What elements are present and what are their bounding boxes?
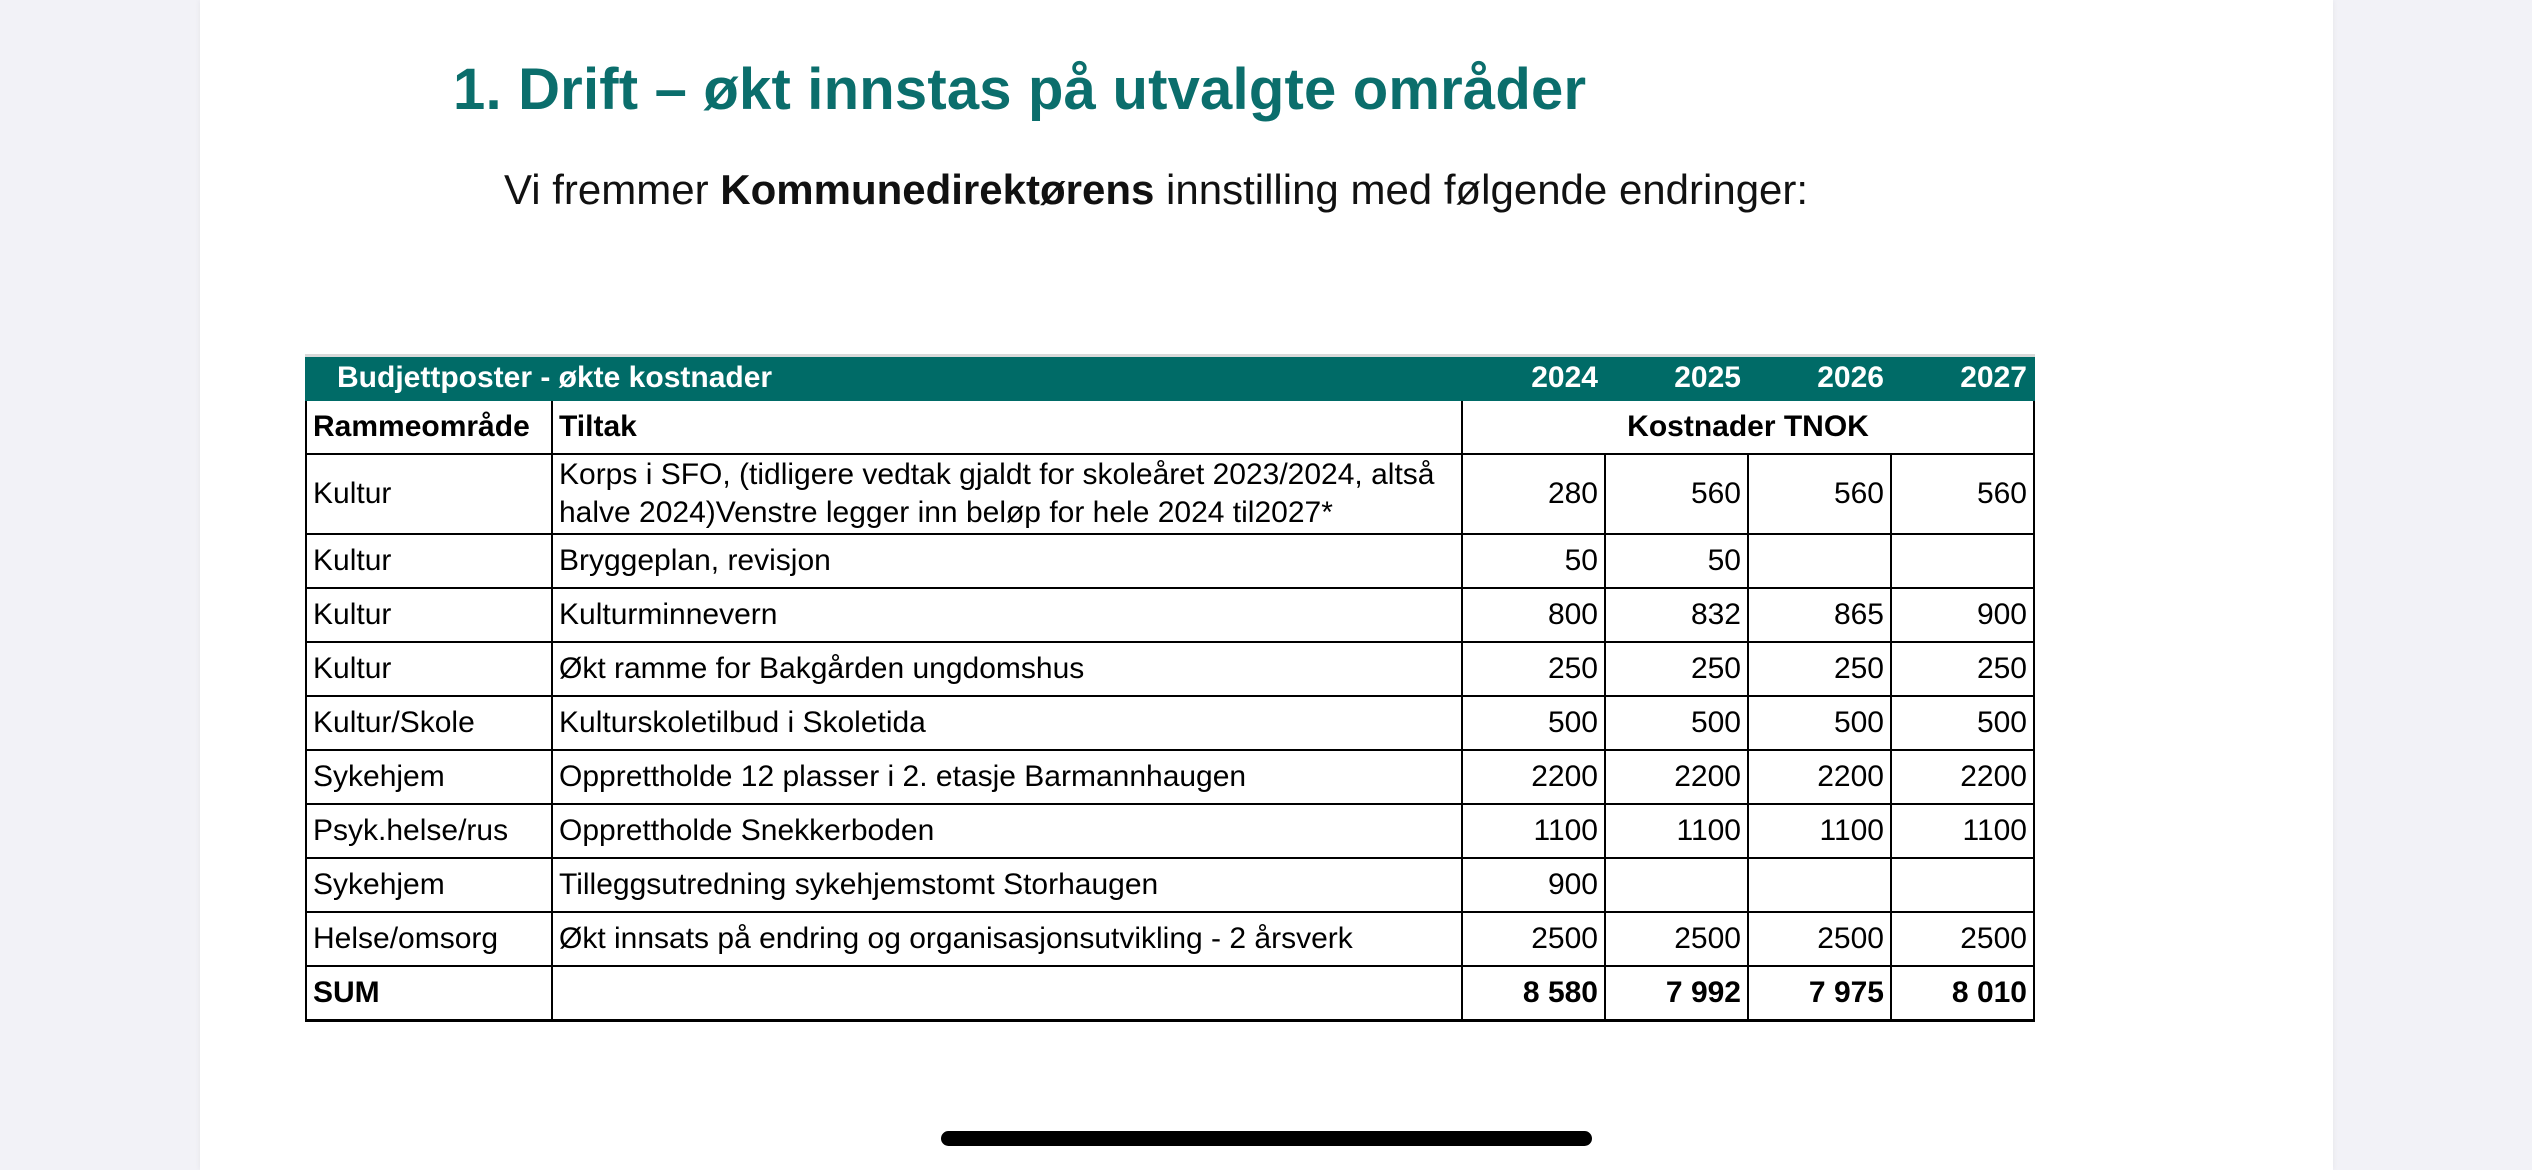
row-value-2024: 2500	[1462, 912, 1605, 966]
row-measure: Økt ramme for Bakgården ungdomshus	[552, 642, 1462, 696]
row-value-2025: 500	[1605, 696, 1748, 750]
intro-text	[504, 166, 1808, 214]
row-value-2025	[1605, 858, 1748, 912]
row-value-2027: 250	[1891, 642, 2034, 696]
row-value-2026: 250	[1748, 642, 1891, 696]
sum-empty-cell	[552, 966, 1462, 1021]
row-value-2026	[1748, 858, 1891, 912]
row-measure: Korps i SFO, (tidligere vedtak gjaldt for skoleåret 2023/2024, altså halve 2024)Venstre legger inn beløp for hele 2024 til2027*	[552, 454, 1462, 534]
row-area: Kultur	[306, 534, 552, 588]
row-value-2027	[1891, 534, 2034, 588]
intro-text-bold: Kommunedirektørens	[720, 166, 1155, 213]
year-header-2026: 2026	[1748, 356, 1891, 401]
row-value-2027: 2200	[1891, 750, 2034, 804]
sum-value-2026: 7 975	[1748, 966, 1891, 1021]
budget-table	[305, 354, 2035, 1022]
row-value-2025: 560	[1605, 454, 1748, 534]
row-value-2024: 2200	[1462, 750, 1605, 804]
row-area: Kultur	[306, 642, 552, 696]
row-value-2025: 2200	[1605, 750, 1748, 804]
row-area: Kultur	[306, 454, 552, 534]
row-measure: Tilleggsutredning sykehjemstomt Storhaugen	[552, 858, 1462, 912]
row-value-2024: 500	[1462, 696, 1605, 750]
row-value-2025: 832	[1605, 588, 1748, 642]
home-indicator[interactable]	[941, 1131, 1592, 1146]
table-row	[306, 750, 2034, 804]
row-value-2027: 560	[1891, 454, 2034, 534]
row-area: Kultur	[306, 588, 552, 642]
table-row	[306, 534, 2034, 588]
row-value-2024: 250	[1462, 642, 1605, 696]
row-value-2026: 1100	[1748, 804, 1891, 858]
row-value-2025: 1100	[1605, 804, 1748, 858]
row-measure: Opprettholde 12 plasser i 2. etasje Barmannhaugen	[552, 750, 1462, 804]
row-value-2027: 900	[1891, 588, 2034, 642]
row-measure: Opprettholde Snekkerboden	[552, 804, 1462, 858]
row-area: Sykehjem	[306, 858, 552, 912]
table-row	[306, 696, 2034, 750]
year-header-2027: 2027	[1891, 356, 2034, 401]
table-row	[306, 858, 2034, 912]
column-header-cost: Kostnader TNOK	[1462, 400, 2034, 454]
row-measure: Økt innsats på endring og organisasjonsutvikling - 2 årsverk	[552, 912, 1462, 966]
row-value-2026: 2200	[1748, 750, 1891, 804]
row-value-2027: 2500	[1891, 912, 2034, 966]
row-value-2027: 1100	[1891, 804, 2034, 858]
table-row	[306, 642, 2034, 696]
row-value-2026: 2500	[1748, 912, 1891, 966]
table-banner-row	[306, 356, 2034, 401]
year-header-2024: 2024	[1462, 356, 1605, 401]
intro-text-after: innstilling med følgende endringer:	[1154, 166, 1809, 213]
row-value-2025: 50	[1605, 534, 1748, 588]
row-area: Kultur/Skole	[306, 696, 552, 750]
row-measure: Kulturminnevern	[552, 588, 1462, 642]
row-area: Helse/omsorg	[306, 912, 552, 966]
section-heading: 1. Drift – økt innstas på utvalgte områder	[453, 57, 1587, 122]
intro-text-before: Vi fremmer	[504, 166, 721, 213]
row-area: Psyk.helse/rus	[306, 804, 552, 858]
table-banner-title: Budjettposter - økte kostnader	[306, 356, 1462, 401]
row-value-2024: 900	[1462, 858, 1605, 912]
table-row	[306, 454, 2034, 534]
sum-row	[306, 966, 2034, 1021]
table-row	[306, 588, 2034, 642]
row-value-2026: 500	[1748, 696, 1891, 750]
sum-value-2025: 7 992	[1605, 966, 1748, 1021]
row-measure: Kulturskoletilbud i Skoletida	[552, 696, 1462, 750]
row-area: Sykehjem	[306, 750, 552, 804]
row-value-2026: 865	[1748, 588, 1891, 642]
row-value-2027	[1891, 858, 2034, 912]
table-row	[306, 804, 2034, 858]
row-value-2024: 50	[1462, 534, 1605, 588]
column-header-measure: Tiltak	[552, 400, 1462, 454]
sum-value-2024: 8 580	[1462, 966, 1605, 1021]
column-header-row	[306, 400, 2034, 454]
column-header-area: Rammeområde	[306, 400, 552, 454]
row-value-2026: 560	[1748, 454, 1891, 534]
table-row	[306, 912, 2034, 966]
row-value-2024: 280	[1462, 454, 1605, 534]
year-header-2025: 2025	[1605, 356, 1748, 401]
row-measure: Bryggeplan, revisjon	[552, 534, 1462, 588]
sum-value-2027: 8 010	[1891, 966, 2034, 1021]
row-value-2024: 1100	[1462, 804, 1605, 858]
row-value-2025: 2500	[1605, 912, 1748, 966]
row-value-2027: 500	[1891, 696, 2034, 750]
row-value-2024: 800	[1462, 588, 1605, 642]
sum-label: SUM	[306, 966, 552, 1021]
row-value-2025: 250	[1605, 642, 1748, 696]
row-value-2026	[1748, 534, 1891, 588]
